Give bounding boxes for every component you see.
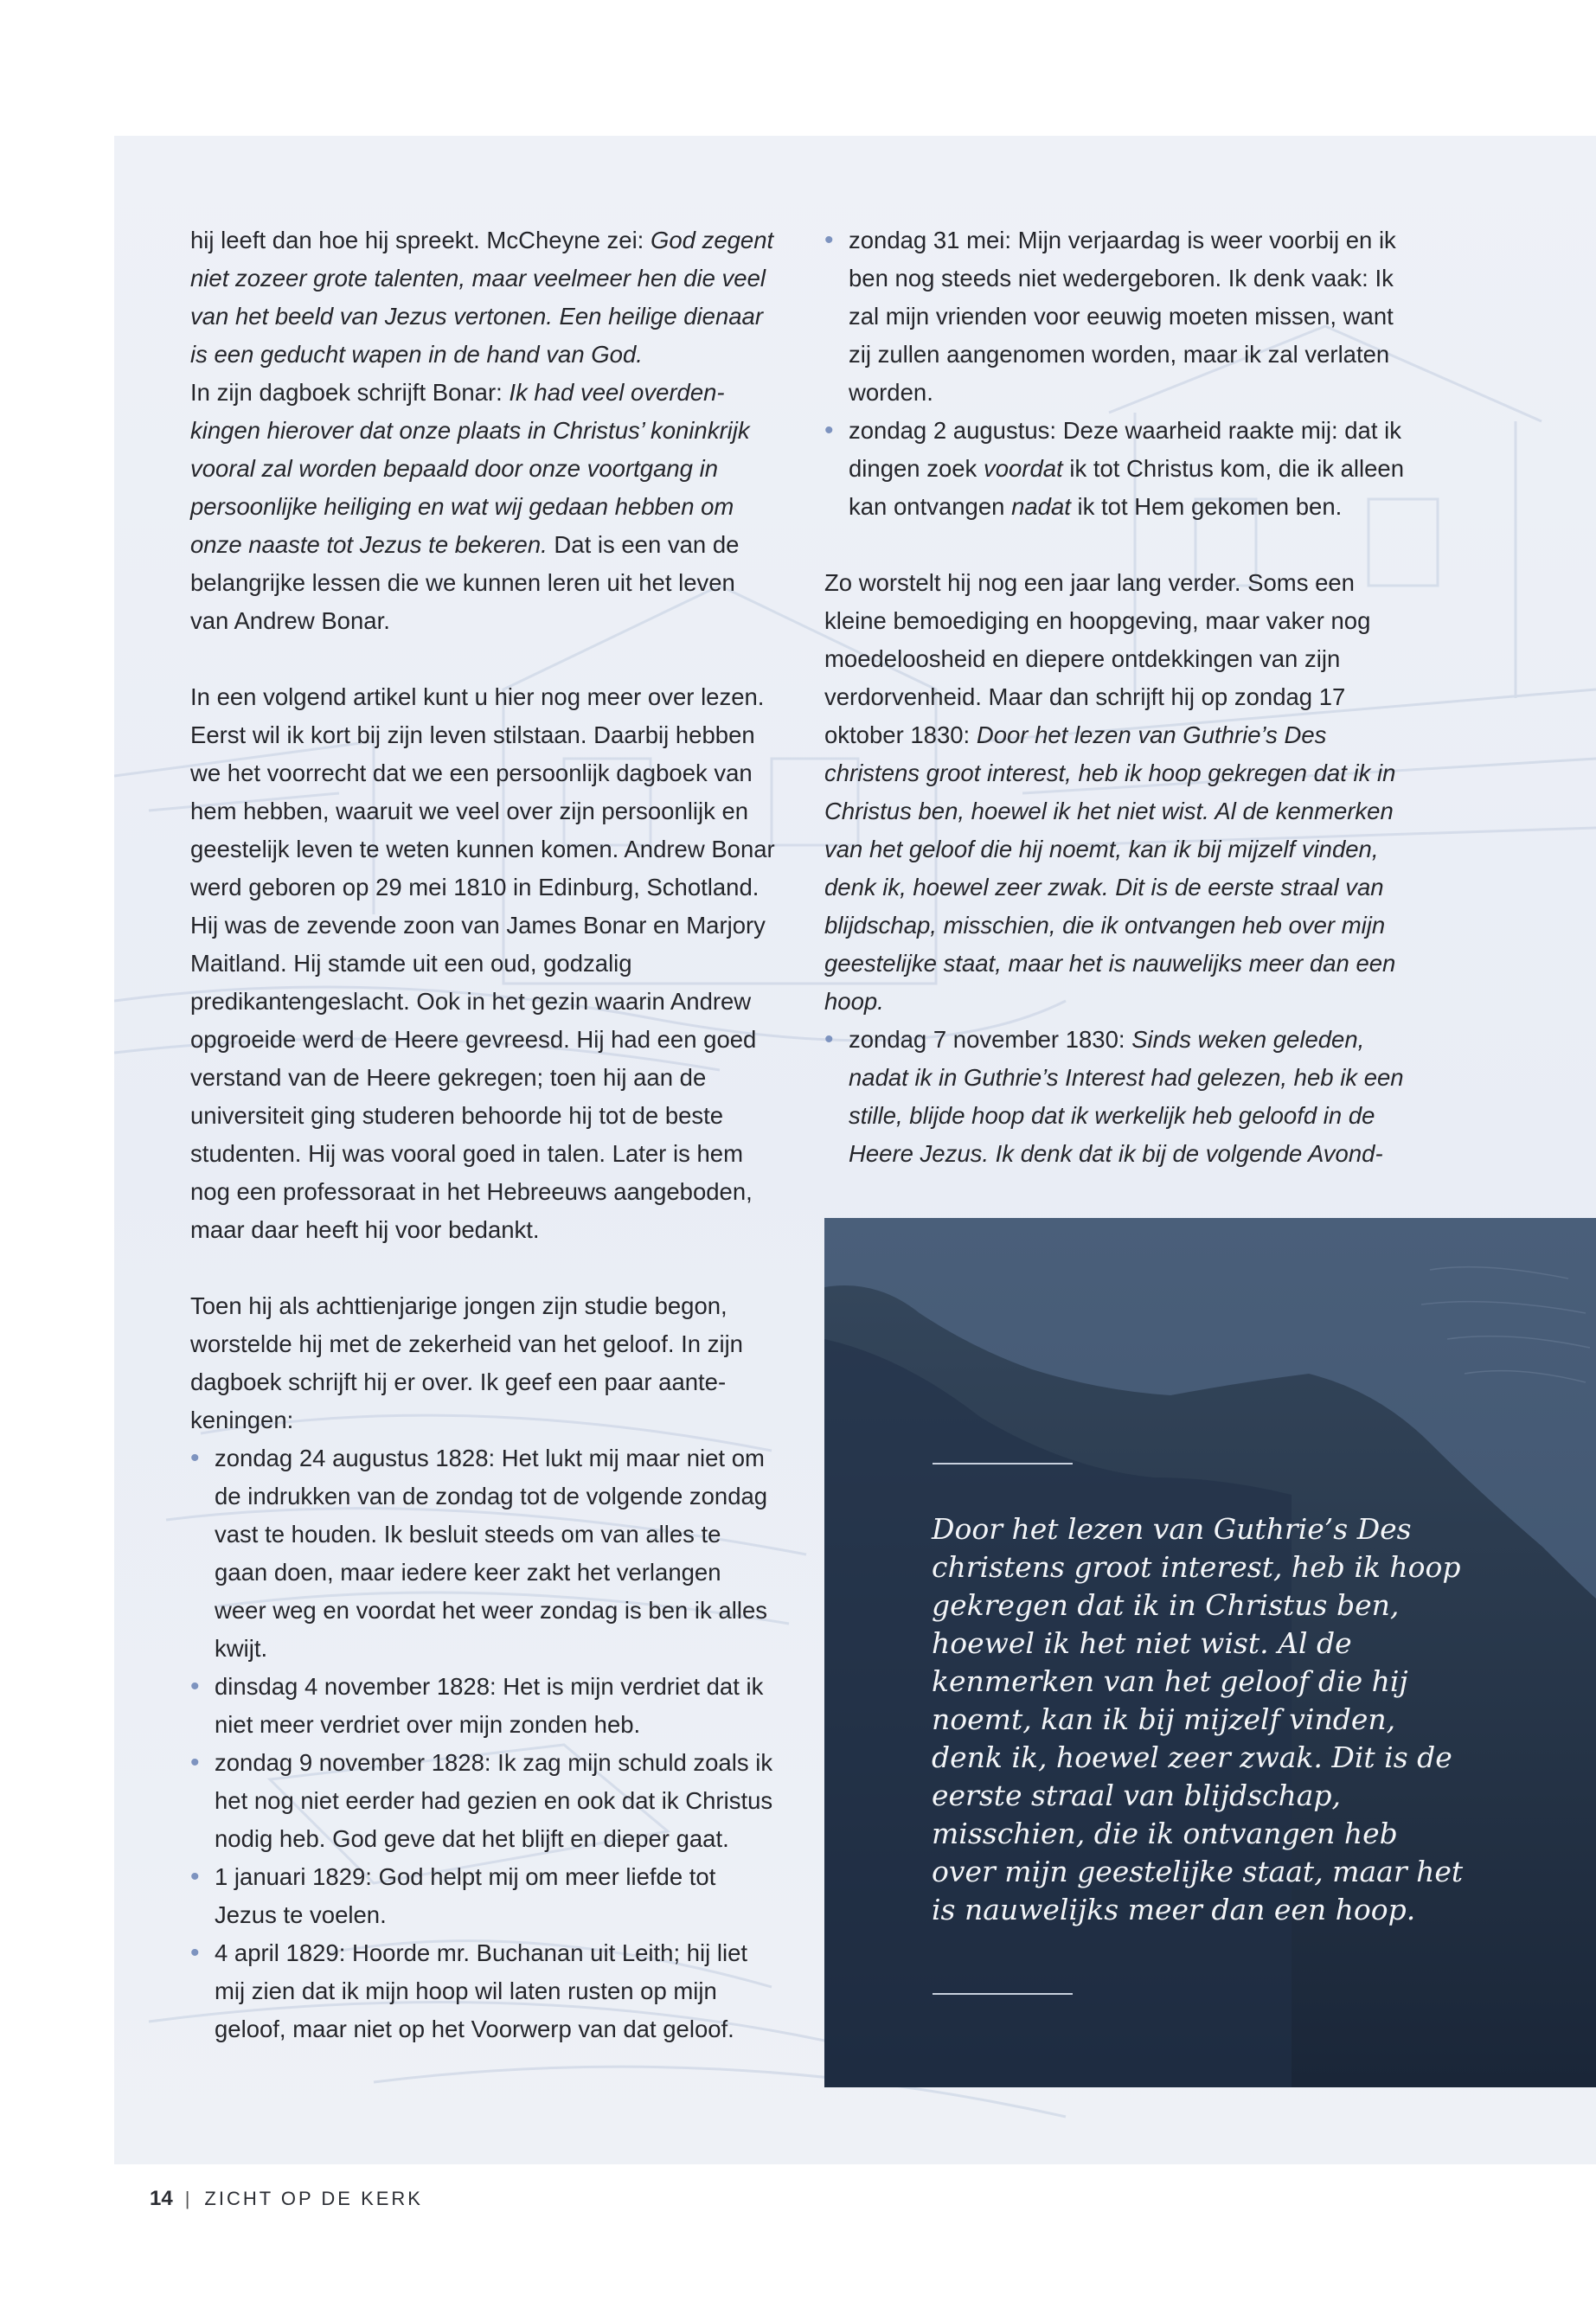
bonar-diary-quote: Ik had veel overdenkingen hierover dat onze plaats in Christus’ koninkrijk vooral zal worden bepaald door onze voortgang in persoonlijke heiliging en wat wij gedaan hebben om onze naaste tot Jezus te bekeren. <box>190 379 750 558</box>
guthrie-intro-text: Zo worstelt hij nog een jaar lang verder. Soms een kleine bemoediging en hoopgeving, maar vaker nog moedeloosheid en diepere ontdekkingen van zijn verdorvenheid. Maar dan schrijft hij op zondag 17 oktober 1830: <box>824 569 1371 748</box>
page-footer <box>150 2186 423 2212</box>
magazine-title: ZICHT OP DE KERK <box>204 2188 423 2209</box>
study-paragraph: Toen hij als achttienjarige jongen zijn studie begon, worstelde hij met de zekerheid van het geloof. In zijn dagboek schrijft hij er over. Ik geef een paar aantekeningen: <box>190 1292 743 1433</box>
right-text-column <box>824 221 1413 1173</box>
left-text-column <box>190 221 779 2048</box>
footer-separator: | <box>184 2188 193 2209</box>
pull-quote-box <box>824 1218 1596 2087</box>
list-item: • 4 april 1829: Hoorde mr. Buchanan uit Leith; hij liet mij zien dat ik mijn hoop wil laten rusten op mijn geloof, maar niet op het Voorwerp van dat geloof. <box>190 1934 779 2048</box>
list-item: • zondag 24 augustus 1828: Het lukt mij maar niet om de indrukken van de zondag tot de volgende zondag vast te houden. Ik besluit steeds om van alles te gaan doen, maar iedere keer zakt het verlangen weer weg en voordat het weer zondag is ben ik alles kwijt. <box>190 1439 779 1668</box>
entry-text: ik tot Hem gekomen ben. <box>1070 493 1343 520</box>
mccheyne-quote: God zegent niet zozeer grote talenten, maar veelmeer hen die veel van het beeld van Jezus vertonen. Een heilige dienaar is een geducht wapen in de hand van God. <box>190 227 774 368</box>
bonar-intro-text: In zijn dagboek schrijft Bonar: <box>190 379 510 406</box>
guthrie-paragraph <box>824 564 1413 1021</box>
pull-quote-text: Door het lezen van Guthrie’s Des christens groot interest, heb ik hoop gekregen dat ik in Christus ben, hoewel ik het niet wist. Al de kenmerken van het geloof die hij noemt, kan ik bij mijzelf vinden, denk ik, hoewel zeer zwak. Dit is de eerste straal van blijdschap, misschien, die ik ontvangen heb over mijn geestelijke staat, maar het is nauwelijks meer dan een hoop. <box>932 1512 1464 1926</box>
list-item: • zondag 9 november 1828: Ik zag mijn schuld zoals ik het nog niet eerder had gezien en ook dat ik Christus nodig heb. God geve dat het blijft en dieper gaat. <box>190 1744 779 1858</box>
intro-text: hij leeft dan hoe hij spreekt. McCheyne zei: <box>190 227 651 253</box>
diary-entries-list <box>190 1439 779 2048</box>
lesson-text: Dat is een van de belangrijke lessen die we kunnen leren uit het leven van Andrew Bonar. <box>190 531 740 634</box>
entry-text: zondag 2 augustus: Deze waarheid raakte mij: dat ik dingen zoek <box>849 417 1401 482</box>
guthrie-quote: Door het lezen van Guthrie’s Des christens groot interest, heb ik hoop gekregen dat ik in Christus ben, hoewel ik het niet wist. Al de kenmerken van het geloof die hij noemt, kan ik bij mijzelf vinden, denk ik, hoewel zeer zwak. Dit is de eerste straal van blijdschap, misschien, die ik ontvangen heb over mijn geestelijke staat, maar het is nauwelijks meer dan een hoop. <box>824 721 1396 1015</box>
entry-text: ik tot Christus kom, die ik alleen kan ontvangen <box>849 455 1405 520</box>
list-item: • dinsdag 4 november 1828: Het is mijn verdriet dat ik niet meer verdriet over mijn zonden heb. <box>190 1668 779 1744</box>
emphasis-nadat: nadat <box>1011 493 1071 520</box>
entry-date: zondag 7 november 1830: <box>849 1026 1132 1053</box>
diary-entries-list-late <box>824 1021 1413 1173</box>
quote-bottom-rule <box>933 1993 1073 1995</box>
page-number: 14 <box>150 2187 173 2210</box>
diary-entries-list-continued <box>824 221 1413 526</box>
quote-top-rule <box>933 1463 1073 1465</box>
entry-quote: Sinds weken geleden, nadat ik in Guthrie’s Interest had gelezen, heb ik een stille, blijde hoop dat ik werkelijk heb geloofd in de Heere Jezus. Ik denk dat ik bij de volgende Avond- <box>849 1026 1404 1167</box>
emphasis-voordat: voordat <box>983 455 1063 482</box>
biography-paragraph: In een volgend artikel kunt u hier nog meer over lezen. Eerst wil ik kort bij zijn leven stilstaan. Daarbij hebben we het voorrecht dat we een persoonlijk dagboek van hem hebben, waaruit we veel over zijn persoonlijk en geestelijk leven te weten kunnen komen. Andrew Bonar werd geboren op 29 mei 1810 in Edinburg, Schotland. Hij was de zevende zoon van James Bonar en Marjory Maitland. Hij stamde uit een oud, godzalig predikantengeslacht. Ook in het gezin waarin Andrew opgroeide werd de Heere gevreesd. Hij had een goed verstand van de Heere gekregen; toen hij aan de universiteit ging studeren behoorde hij tot de beste studenten. Hij was vooral goed in talen. Later is hem nog een professoraat in het Hebreeuws aangeboden, maar daar heeft hij voor bedankt. <box>190 683 775 1243</box>
list-item <box>824 412 1413 526</box>
list-item: • 1 januari 1829: God helpt mij om meer liefde tot Jezus te voelen. <box>190 1858 779 1934</box>
intro-paragraph <box>190 221 779 640</box>
list-item <box>824 1021 1413 1173</box>
list-item: • zondag 31 mei: Mijn verjaardag is weer voorbij en ik ben nog steeds niet wedergeboren. Ik denk vaak: Ik zal mijn vrienden voor eeuwig moeten missen, want zij zullen aangenomen worden, maar ik zal verlaten worden. <box>824 221 1413 412</box>
